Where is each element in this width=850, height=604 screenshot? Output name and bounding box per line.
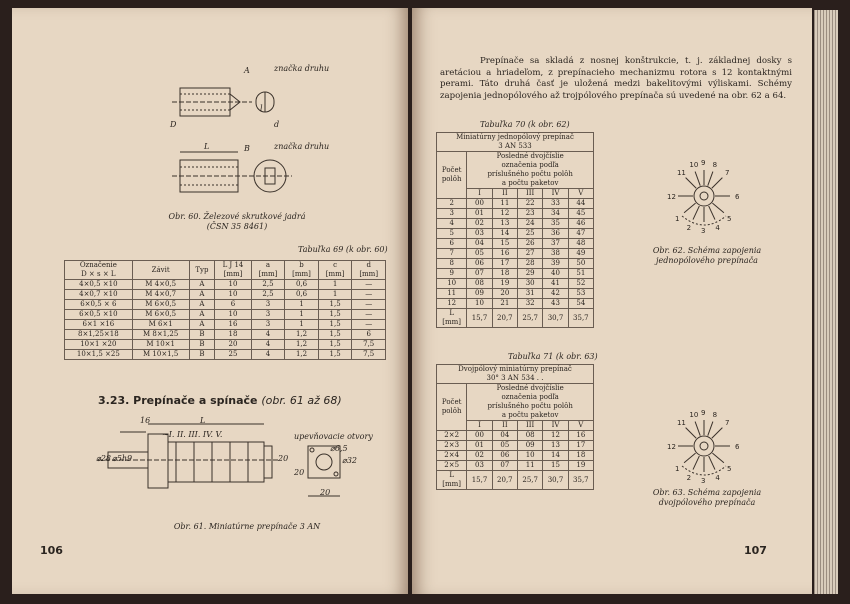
table-cell: 4×0,7 ×10 bbox=[65, 290, 133, 300]
table-cell: 12 bbox=[543, 431, 568, 441]
table-cell: 04 bbox=[467, 239, 492, 249]
contact-spoke bbox=[693, 456, 699, 470]
table-cell: 03 bbox=[467, 229, 492, 239]
table-cell: 1,2 bbox=[285, 350, 319, 360]
table-cell: — bbox=[352, 300, 386, 310]
table-cell: 1 bbox=[285, 310, 319, 320]
fig61-dim-20: 20 bbox=[320, 488, 331, 497]
contact-spoke bbox=[712, 178, 723, 189]
table-row bbox=[65, 340, 386, 350]
table-cell: 12 bbox=[492, 209, 517, 219]
left-page bbox=[12, 8, 408, 594]
table-row bbox=[65, 350, 386, 360]
table-cell: 18 bbox=[492, 269, 517, 279]
table-cell: 1,2 bbox=[285, 330, 319, 340]
contact-number: 9 bbox=[701, 159, 706, 167]
table-row bbox=[65, 310, 386, 320]
table-71-positions-header: Počet polôh bbox=[437, 384, 467, 431]
table-70-positions-header: Počet polôh bbox=[437, 152, 467, 199]
table-cell: 16 bbox=[215, 320, 251, 330]
table-row bbox=[65, 280, 386, 290]
table-cell: 6×1 ×16 bbox=[65, 320, 133, 330]
table-cell: 4×0,5 ×10 bbox=[65, 280, 133, 290]
figure-62-diagram bbox=[662, 154, 746, 238]
contact-number: 3 bbox=[701, 227, 706, 235]
table-cell: 28 bbox=[518, 259, 543, 269]
table-cell: 6 bbox=[437, 239, 467, 249]
table-cell: 2×4 bbox=[437, 451, 467, 461]
table-cell: A bbox=[189, 320, 215, 330]
table-cell: M 4×0,7 bbox=[132, 290, 189, 300]
table-cell: 2×3 bbox=[437, 441, 467, 451]
figure-61-caption: Obr. 61. Miniatúrne prepínače 3 AN bbox=[173, 522, 321, 531]
table-cell: 09 bbox=[467, 289, 492, 299]
contact-spoke bbox=[712, 203, 723, 213]
table-cell: — bbox=[352, 310, 386, 320]
table-row bbox=[437, 461, 594, 471]
table-cell: 20 bbox=[492, 289, 517, 299]
fig61-d28: ⌀28 bbox=[96, 454, 111, 463]
table-cell: 1,2 bbox=[285, 340, 319, 350]
table-cell: 2×5 bbox=[437, 461, 467, 471]
contact-spoke bbox=[708, 172, 713, 186]
roman-header-cell: I bbox=[467, 421, 492, 431]
length-cell: 35,7 bbox=[568, 309, 593, 328]
contact-spoke bbox=[712, 453, 723, 463]
page-number-left: 106 bbox=[40, 544, 63, 557]
table-cell: 1,5 bbox=[318, 350, 352, 360]
contact-number: 7 bbox=[725, 418, 730, 427]
fig60-label-d: D bbox=[170, 120, 177, 129]
table-row bbox=[437, 249, 594, 259]
contact-number: 5 bbox=[727, 464, 732, 473]
table-cell: B bbox=[189, 340, 215, 350]
table-cell: 09 bbox=[518, 441, 543, 451]
table-cell: 13 bbox=[543, 441, 568, 451]
section-number: 3.23. bbox=[98, 394, 130, 407]
table-cell: 15 bbox=[492, 239, 517, 249]
roman-header-cell: III bbox=[518, 189, 543, 199]
table-71-title: Tabuľka 71 (k obr. 63) bbox=[508, 352, 598, 361]
fig61-d32: ⌀32 bbox=[342, 456, 357, 465]
contact-spoke bbox=[695, 172, 700, 186]
contact-number: 9 bbox=[701, 409, 706, 417]
table-cell: — bbox=[352, 280, 386, 290]
table-cell: 17 bbox=[568, 441, 593, 451]
contact-spoke bbox=[709, 206, 715, 220]
table-70-length-row bbox=[437, 309, 594, 328]
table-70-heading: Miniatúrny jednopólový prepínač 3 AN 533 bbox=[437, 133, 594, 152]
table-cell: 13 bbox=[492, 219, 517, 229]
figure-63-caption: Obr. 63. Schéma zapojenia dvojpólového prepínača bbox=[652, 488, 762, 507]
table-cell: 00 bbox=[467, 199, 492, 209]
table-cell: M 4×0,5 bbox=[132, 280, 189, 290]
length-cell: L [mm] bbox=[437, 471, 467, 490]
contact-number: 12 bbox=[667, 193, 676, 201]
table-cell: 05 bbox=[467, 249, 492, 259]
length-cell: 25,7 bbox=[518, 309, 543, 328]
table-row bbox=[65, 330, 386, 340]
contact-number: 1 bbox=[674, 464, 680, 473]
table-cell: 02 bbox=[467, 219, 492, 229]
table-cell: 44 bbox=[568, 199, 593, 209]
table-cell: 12 bbox=[437, 299, 467, 309]
table-cell: 04 bbox=[492, 431, 517, 441]
table-cell: B bbox=[189, 330, 215, 340]
fig61-d20b: 20 bbox=[294, 468, 305, 477]
table-cell: 6×0,5 × 6 bbox=[65, 300, 133, 310]
table-69-header-cell: c [mm] bbox=[318, 261, 352, 280]
fig61-d20: 20 bbox=[278, 454, 289, 463]
table-cell: 9 bbox=[437, 269, 467, 279]
table-cell: 18 bbox=[215, 330, 251, 340]
fig60-mark-label-2: značka druhu bbox=[274, 142, 330, 151]
roman-header-cell: V bbox=[568, 421, 593, 431]
contact-number: 6 bbox=[735, 443, 740, 451]
contact-number: 2 bbox=[686, 223, 692, 232]
contact-number: 8 bbox=[712, 411, 718, 420]
table-69 bbox=[64, 260, 386, 360]
table-cell: 7,5 bbox=[352, 350, 386, 360]
table-cell: M 6×1 bbox=[132, 320, 189, 330]
contact-spoke bbox=[684, 203, 695, 213]
table-cell: 6 bbox=[352, 330, 386, 340]
fig60-label-a: A bbox=[244, 66, 250, 75]
fig61-d65: ⌀6,5 bbox=[330, 444, 348, 453]
table-cell: 20 bbox=[215, 340, 251, 350]
table-cell: 15 bbox=[543, 461, 568, 471]
length-cell: 30,7 bbox=[543, 471, 568, 490]
table-cell: 10 bbox=[467, 299, 492, 309]
table-cell: 1,5 bbox=[318, 300, 352, 310]
table-row bbox=[437, 289, 594, 299]
table-cell: 27 bbox=[518, 249, 543, 259]
table-cell: 01 bbox=[467, 441, 492, 451]
table-cell: 10 bbox=[215, 290, 251, 300]
table-cell: 11 bbox=[518, 461, 543, 471]
table-cell: 1,5 bbox=[318, 340, 352, 350]
table-cell: 17 bbox=[492, 259, 517, 269]
table-70-title: Tabuľka 70 (k obr. 62) bbox=[480, 120, 570, 129]
roman-header-cell: II bbox=[492, 421, 517, 431]
table-cell: 1,5 bbox=[318, 310, 352, 320]
contact-number: 1 bbox=[674, 214, 680, 223]
table-cell: 34 bbox=[543, 209, 568, 219]
table-row bbox=[437, 279, 594, 289]
table-cell: 40 bbox=[543, 269, 568, 279]
table-row bbox=[65, 290, 386, 300]
length-cell: 15,7 bbox=[467, 309, 492, 328]
table-cell: 29 bbox=[518, 269, 543, 279]
table-cell: 01 bbox=[467, 209, 492, 219]
table-cell: 8×1,25×18 bbox=[65, 330, 133, 340]
table-69-header-cell: d [mm] bbox=[352, 261, 386, 280]
table-cell: 45 bbox=[568, 209, 593, 219]
length-cell: L [mm] bbox=[437, 309, 467, 328]
roman-header-cell: III bbox=[518, 421, 543, 431]
table-cell: 7 bbox=[437, 249, 467, 259]
table-cell: 1 bbox=[285, 300, 319, 310]
table-cell: M 6×0,5 bbox=[132, 310, 189, 320]
figure-63-diagram bbox=[662, 406, 746, 490]
table-cell: 38 bbox=[543, 249, 568, 259]
section-reference: (obr. 61 až 68) bbox=[261, 394, 342, 407]
table-71-heading: Dvojpólový miniatúrny prepínač 30° 3 AN 534 . . bbox=[437, 365, 594, 384]
table-row bbox=[437, 229, 594, 239]
contact-number: 10 bbox=[689, 161, 699, 170]
right-page bbox=[412, 8, 812, 594]
fig60-label-b: B bbox=[244, 144, 250, 153]
table-cell: 4 bbox=[437, 219, 467, 229]
table-cell: 10 bbox=[518, 451, 543, 461]
table-cell: A bbox=[189, 300, 215, 310]
page-number-right: 107 bbox=[744, 544, 767, 557]
table-cell: 43 bbox=[543, 299, 568, 309]
table-cell: 06 bbox=[492, 451, 517, 461]
table-cell: 03 bbox=[467, 461, 492, 471]
table-cell: 1 bbox=[318, 280, 352, 290]
table-cell: 18 bbox=[568, 451, 593, 461]
table-71-length-row bbox=[437, 471, 594, 490]
table-69-header-cell: b [mm] bbox=[285, 261, 319, 280]
table-70 bbox=[436, 132, 594, 328]
table-cell: 2×2 bbox=[437, 431, 467, 441]
table-cell: 6×0,5 ×10 bbox=[65, 310, 133, 320]
table-row bbox=[437, 269, 594, 279]
table-cell: A bbox=[189, 310, 215, 320]
table-cell: 2 bbox=[437, 199, 467, 209]
table-row bbox=[437, 199, 594, 209]
table-cell: 3 bbox=[251, 320, 285, 330]
table-cell: 1 bbox=[318, 290, 352, 300]
table-row bbox=[437, 299, 594, 309]
table-69-header-cell: Označenie D × s × L bbox=[65, 261, 133, 280]
table-cell: 10×1,5 ×25 bbox=[65, 350, 133, 360]
table-69-title: Tabuľka 69 (k obr. 60) bbox=[298, 245, 388, 254]
contact-spoke bbox=[709, 456, 715, 470]
table-cell: 0,6 bbox=[285, 280, 319, 290]
length-cell: 25,7 bbox=[518, 471, 543, 490]
fig61-dim-16: 16 bbox=[140, 416, 151, 425]
contact-number: 11 bbox=[676, 418, 686, 427]
fig60-label-l: L bbox=[204, 142, 210, 151]
contact-number: 2 bbox=[686, 473, 692, 482]
roman-header-cell: V bbox=[568, 189, 593, 199]
table-cell: 36 bbox=[543, 229, 568, 239]
table-cell: 35 bbox=[543, 219, 568, 229]
table-cell: 21 bbox=[492, 299, 517, 309]
table-cell: 41 bbox=[543, 279, 568, 289]
table-cell: M 10×1 bbox=[132, 340, 189, 350]
contact-number: 12 bbox=[667, 443, 676, 451]
table-cell: 22 bbox=[518, 199, 543, 209]
table-cell: 1,5 bbox=[318, 330, 352, 340]
contact-number: 6 bbox=[735, 193, 740, 201]
table-cell: 52 bbox=[568, 279, 593, 289]
table-cell: 07 bbox=[492, 461, 517, 471]
length-cell: 20,7 bbox=[492, 309, 517, 328]
length-cell: 30,7 bbox=[543, 309, 568, 328]
table-cell: 32 bbox=[518, 299, 543, 309]
table-row bbox=[437, 451, 594, 461]
length-cell: 35,7 bbox=[568, 471, 593, 490]
table-69-header-cell: a [mm] bbox=[251, 261, 285, 280]
table-cell: 4 bbox=[251, 330, 285, 340]
table-cell: 25 bbox=[215, 350, 251, 360]
fig60-label-ll: l bbox=[260, 104, 263, 113]
fig61-roman-labels: ~I. II. III. IV. V. bbox=[162, 430, 223, 439]
table-cell: 08 bbox=[467, 279, 492, 289]
roman-header-cell: IV bbox=[543, 189, 568, 199]
table-row bbox=[437, 259, 594, 269]
table-cell: 33 bbox=[543, 199, 568, 209]
length-cell: 15,7 bbox=[467, 471, 492, 490]
table-69-header-cell: Závit bbox=[132, 261, 189, 280]
table-cell: 19 bbox=[492, 279, 517, 289]
table-row bbox=[437, 441, 594, 451]
contact-number: 10 bbox=[689, 411, 699, 420]
contact-number: 3 bbox=[701, 477, 706, 485]
contact-number: 4 bbox=[715, 223, 720, 232]
table-cell: 14 bbox=[492, 229, 517, 239]
table-cell: 2,5 bbox=[251, 290, 285, 300]
table-cell: M 10×1,5 bbox=[132, 350, 189, 360]
table-cell: — bbox=[352, 290, 386, 300]
table-cell: 3 bbox=[251, 310, 285, 320]
table-cell: 05 bbox=[492, 441, 517, 451]
table-cell: 48 bbox=[568, 239, 593, 249]
table-69-header-row bbox=[65, 261, 386, 280]
section-title: Prepínače a spínače bbox=[133, 394, 258, 407]
table-cell: 11 bbox=[437, 289, 467, 299]
table-cell: 00 bbox=[467, 431, 492, 441]
table-cell: 53 bbox=[568, 289, 593, 299]
table-cell: 1 bbox=[285, 320, 319, 330]
table-cell: 24 bbox=[518, 219, 543, 229]
length-cell: 20,7 bbox=[492, 471, 517, 490]
table-cell: 30 bbox=[518, 279, 543, 289]
table-cell: 54 bbox=[568, 299, 593, 309]
table-row bbox=[65, 300, 386, 310]
table-cell: 08 bbox=[518, 431, 543, 441]
contact-spoke bbox=[695, 422, 700, 436]
table-71 bbox=[436, 364, 594, 490]
contact-spoke bbox=[693, 206, 699, 220]
contact-spoke bbox=[708, 422, 713, 436]
table-cell: A bbox=[189, 280, 215, 290]
fig61-dim-l: L bbox=[200, 416, 206, 425]
body-paragraph: Prepínače sa skladá z nosnej konštrukcie, t. j. základnej dosky s aretáciou a hriadeľom, z prepínacieho mechanizmu rotora s 12 kontaktnými perami. Táto druhá časť je uložená medzi bakelitovými výliskami. Schémy zapojenia jednopólového až trojpólového prepínača sú uvedené na obr. 62 a 64. bbox=[440, 56, 792, 101]
fig61-holes-label: upevňovacie otvory bbox=[294, 432, 373, 441]
table-cell: 16 bbox=[492, 249, 517, 259]
table-cell: 10×1 ×20 bbox=[65, 340, 133, 350]
table-cell: 3 bbox=[251, 300, 285, 310]
figure-62-caption: Obr. 62. Schéma zapojenia jednopólového prepínača bbox=[652, 246, 762, 265]
table-71-group-header: Posledné dvojčíslie označenia podľa príslušného počtu polôh a počtu paketov bbox=[467, 384, 594, 421]
contact-spoke bbox=[712, 428, 723, 439]
table-cell: 14 bbox=[543, 451, 568, 461]
roman-header-cell: IV bbox=[543, 421, 568, 431]
table-cell: 0,6 bbox=[285, 290, 319, 300]
table-cell: 4 bbox=[251, 340, 285, 350]
table-row bbox=[437, 219, 594, 229]
fig61-d5h9: ⌀5h9 bbox=[112, 454, 133, 463]
table-cell: M 8×1,25 bbox=[132, 330, 189, 340]
table-cell: 49 bbox=[568, 249, 593, 259]
contact-spoke bbox=[686, 178, 697, 189]
table-row bbox=[437, 431, 594, 441]
table-cell: 10 bbox=[215, 310, 251, 320]
table-cell: 23 bbox=[518, 209, 543, 219]
contact-number: 4 bbox=[715, 473, 720, 482]
table-cell: 26 bbox=[518, 239, 543, 249]
fig60-label-dd: d bbox=[274, 120, 280, 129]
table-row bbox=[65, 320, 386, 330]
table-cell: A bbox=[189, 290, 215, 300]
table-cell: 8 bbox=[437, 259, 467, 269]
table-cell: 47 bbox=[568, 229, 593, 239]
contact-number: 5 bbox=[727, 214, 732, 223]
figure-60-drawing bbox=[152, 64, 322, 214]
table-cell: M 6×0,5 bbox=[132, 300, 189, 310]
table-cell: 46 bbox=[568, 219, 593, 229]
table-cell: 1,5 bbox=[318, 320, 352, 330]
fig60-mark-label-1: značka druhu bbox=[274, 64, 330, 73]
table-cell: 25 bbox=[518, 229, 543, 239]
table-cell: B bbox=[189, 350, 215, 360]
book-page-edges bbox=[814, 10, 838, 594]
table-cell: 16 bbox=[568, 431, 593, 441]
table-cell: 37 bbox=[543, 239, 568, 249]
table-row bbox=[437, 209, 594, 219]
table-cell: — bbox=[352, 320, 386, 330]
table-cell: 19 bbox=[568, 461, 593, 471]
table-cell: 31 bbox=[518, 289, 543, 299]
contact-spoke bbox=[684, 453, 695, 463]
table-cell: 50 bbox=[568, 259, 593, 269]
contact-number: 11 bbox=[676, 168, 686, 177]
roman-header-cell: I bbox=[467, 189, 492, 199]
figure-60-caption: Obr. 60. Železové skrutkové jadrá (ČSN 35 8461) bbox=[168, 212, 306, 231]
table-row bbox=[437, 239, 594, 249]
table-cell: 39 bbox=[543, 259, 568, 269]
roman-header-cell: II bbox=[492, 189, 517, 199]
table-cell: 11 bbox=[492, 199, 517, 209]
table-cell: 10 bbox=[215, 280, 251, 290]
table-cell: 4 bbox=[251, 350, 285, 360]
table-69-header-cell: L J 14 [mm] bbox=[215, 261, 251, 280]
table-cell: 10 bbox=[437, 279, 467, 289]
table-70-group-header: Posledné dvojčíslie označenia podľa príslušného počtu polôh a počtu paketov bbox=[467, 152, 594, 189]
section-heading bbox=[98, 394, 342, 407]
table-cell: 07 bbox=[467, 269, 492, 279]
table-cell: 3 bbox=[437, 209, 467, 219]
table-69-header-cell: Typ bbox=[189, 261, 215, 280]
table-cell: 06 bbox=[467, 259, 492, 269]
table-cell: 51 bbox=[568, 269, 593, 279]
table-cell: 2,5 bbox=[251, 280, 285, 290]
table-cell: 5 bbox=[437, 229, 467, 239]
table-cell: 42 bbox=[543, 289, 568, 299]
table-cell: 6 bbox=[215, 300, 251, 310]
table-cell: 02 bbox=[467, 451, 492, 461]
contact-number: 7 bbox=[725, 168, 730, 177]
table-cell: 7,5 bbox=[352, 340, 386, 350]
contact-spoke bbox=[686, 428, 697, 439]
contact-number: 8 bbox=[712, 161, 718, 170]
